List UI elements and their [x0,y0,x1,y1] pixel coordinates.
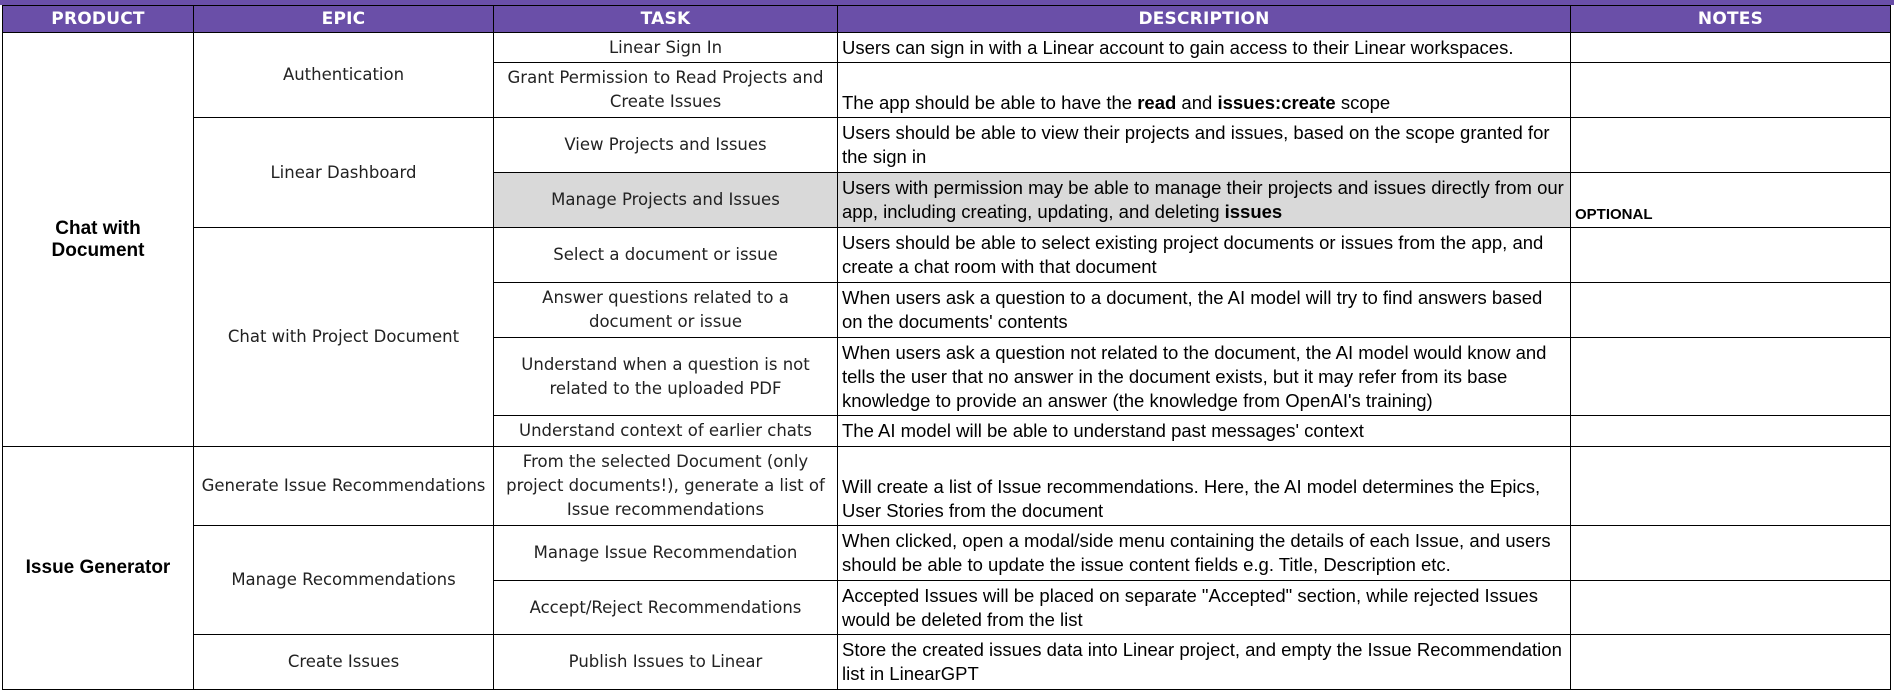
table-row [3,33,1891,63]
product-cell[interactable]: Issue Generator [3,447,194,690]
task-cell[interactable]: Manage Projects and Issues [494,173,838,228]
description-text: The app should be able to have the [842,92,1138,113]
description-cell[interactable]: When users ask a question to a document, the AI model will try to find answers based on the documents' contents [838,283,1571,338]
epic-cell[interactable]: Authentication [194,33,494,118]
task-cell[interactable]: Understand when a question is not related to the uploaded PDF [494,338,838,416]
column-header-product[interactable]: PRODUCT [3,6,194,33]
description-cell[interactable] [838,63,1571,118]
column-header-task[interactable]: TASK [494,6,838,33]
column-header-notes[interactable]: NOTES [1571,6,1891,33]
epic-cell[interactable]: Generate Issue Recommendations [194,447,494,526]
task-cell[interactable]: View Projects and Issues [494,118,838,173]
scope-issues-create: issues:create [1217,92,1336,113]
task-cell[interactable]: Linear Sign In [494,33,838,63]
epic-cell[interactable]: Manage Recommendations [194,526,494,635]
epic-cell[interactable]: Create Issues [194,635,494,690]
notes-cell[interactable] [1571,635,1891,690]
task-cell[interactable]: From the selected Document (only project documents!), generate a list of Issue recommendations [494,447,838,526]
description-cell[interactable]: Will create a list of Issue recommendations. Here, the AI model determines the Epics, User Stories from the document [838,447,1571,526]
notes-cell[interactable] [1571,118,1891,173]
scope-read: read [1137,92,1177,113]
description-bold-text: issues [1224,201,1283,222]
column-header-epic[interactable]: EPIC [194,6,494,33]
notes-cell[interactable] [1571,283,1891,338]
description-cell[interactable]: Users can sign in with a Linear account to gain access to their Linear workspaces. [838,33,1571,63]
task-cell[interactable]: Select a document or issue [494,228,838,283]
product-cell[interactable]: Chat with Document [3,33,194,447]
task-cell[interactable]: Answer questions related to a document or issue [494,283,838,338]
description-cell[interactable]: Users should be able to view their projects and issues, based on the scope granted for the sign in [838,118,1571,173]
description-cell[interactable] [838,173,1571,228]
description-text: and [1176,92,1218,113]
task-cell[interactable]: Understand context of earlier chats [494,416,838,447]
table-row [3,447,1891,526]
epic-cell[interactable]: Chat with Project Document [194,228,494,447]
notes-cell-optional[interactable]: OPTIONAL [1571,173,1891,228]
table-row [3,526,1891,581]
notes-cell[interactable] [1571,338,1891,416]
notes-cell[interactable] [1571,526,1891,581]
column-header-description[interactable]: DESCRIPTION [838,6,1571,33]
description-cell[interactable]: Store the created issues data into Linear project, and empty the Issue Recommendation list in LinearGPT [838,635,1571,690]
description-cell[interactable]: When users ask a question not related to the document, the AI model would know and tells the user that no answer in the document exists, but it may refer from its base knowledge to provide an answer (the knowledge from OpenAI's training) [838,338,1571,416]
description-cell[interactable]: Accepted Issues will be placed on separate "Accepted" section, while rejected Issues would be deleted from the list [838,581,1571,635]
notes-cell[interactable] [1571,581,1891,635]
notes-cell[interactable] [1571,416,1891,447]
header-row [3,6,1891,33]
notes-cell[interactable] [1571,447,1891,526]
description-cell[interactable]: The AI model will be able to understand past messages' context [838,416,1571,447]
notes-cell[interactable] [1571,33,1891,63]
task-cell[interactable]: Manage Issue Recommendation [494,526,838,581]
epic-cell[interactable]: Linear Dashboard [194,118,494,228]
description-cell[interactable]: Users should be able to select existing project documents or issues from the app, and create a chat room with that document [838,228,1571,283]
task-cell[interactable]: Publish Issues to Linear [494,635,838,690]
description-text: Users with permission may be able to manage their projects and issues directly from our app, including creating, updating, and deleting [842,177,1564,222]
table-row [3,118,1891,173]
table-row [3,635,1891,690]
product-spec-table [2,5,1891,690]
description-text: scope [1335,92,1391,113]
task-cell[interactable]: Accept/Reject Recommendations [494,581,838,635]
description-cell[interactable]: When clicked, open a modal/side menu containing the details of each Issue, and users should be able to update the issue content fields e.g. Title, Description etc. [838,526,1571,581]
notes-cell[interactable] [1571,63,1891,118]
table-row [3,228,1891,283]
task-cell[interactable]: Grant Permission to Read Projects and Create Issues [494,63,838,118]
notes-cell[interactable] [1571,228,1891,283]
